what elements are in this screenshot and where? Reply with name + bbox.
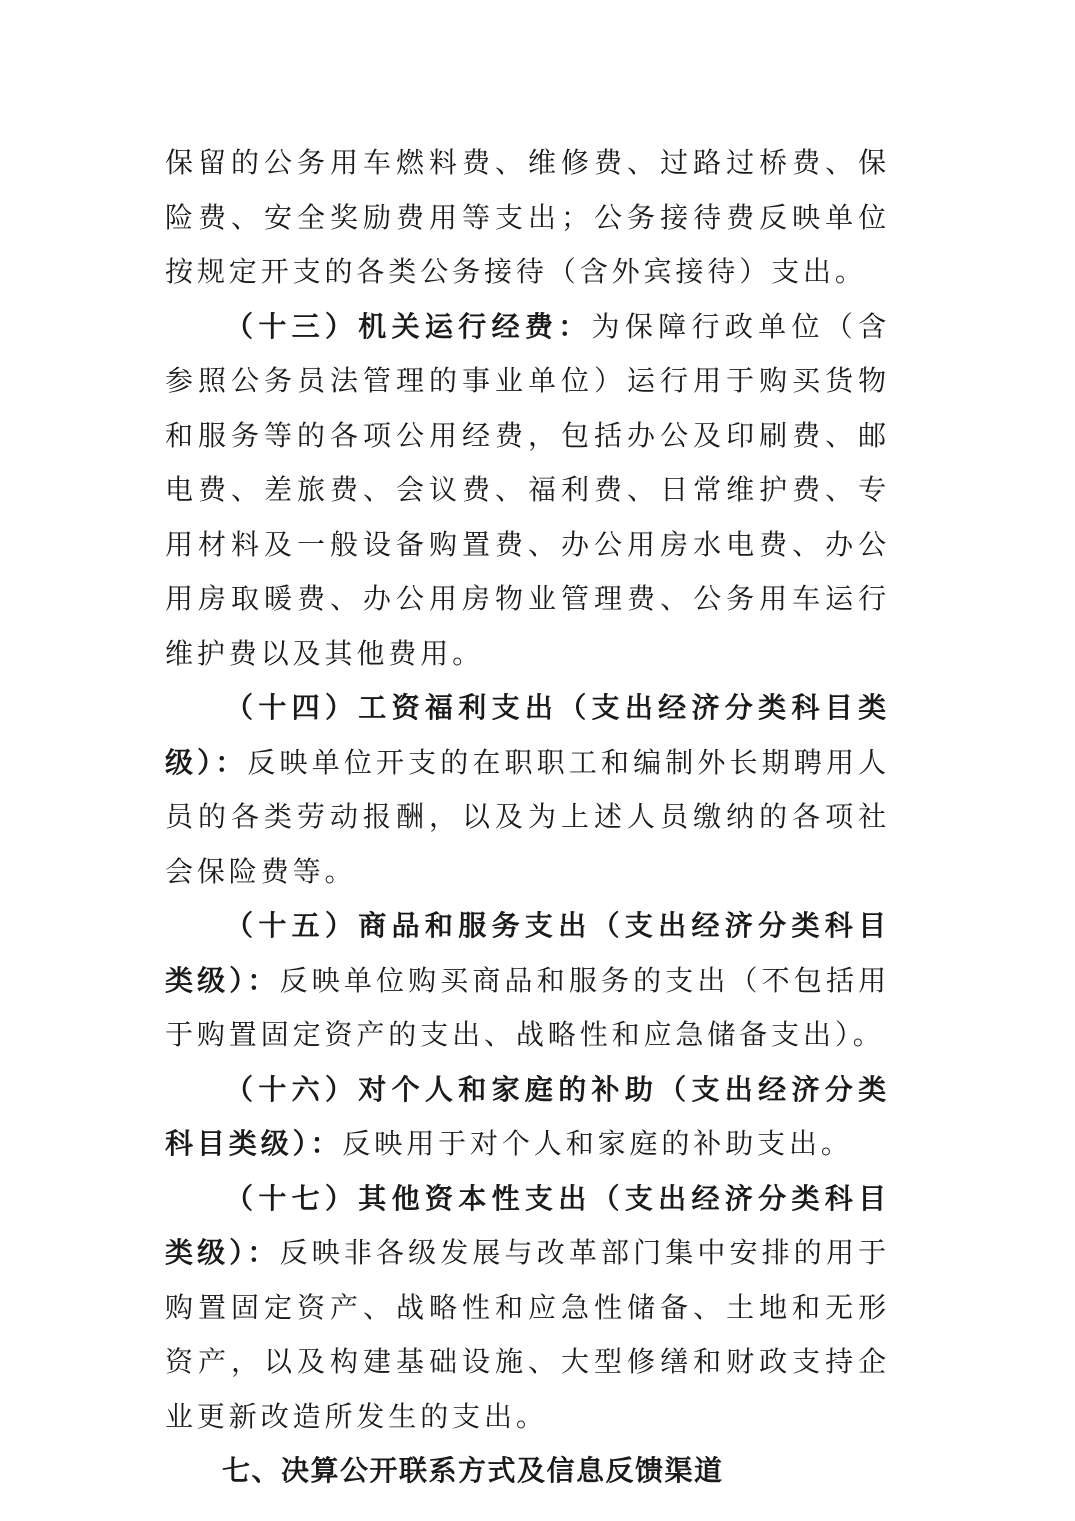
paragraph-item-17 xyxy=(165,1172,890,1445)
paragraph-item-13 xyxy=(165,300,890,682)
paragraph-item-14 xyxy=(165,681,890,899)
section-heading: 七、决算公开联系方式及信息反馈渠道 xyxy=(222,1454,724,1487)
paragraph-lead: （十三）机关运行经费： xyxy=(225,309,592,343)
paragraph-item-15 xyxy=(165,899,890,1063)
document-page xyxy=(165,136,890,1499)
paragraph-continuation xyxy=(165,136,890,300)
paragraph-lead: （十五）商品和服务支出（支出经济分类科目类级）： xyxy=(165,909,890,997)
paragraph-item-16 xyxy=(165,1063,890,1172)
paragraph-lead: （十七）其他资本性支出（支出经济分类科目类级）： xyxy=(165,1181,890,1269)
paragraph-text: 反映用于对个人和家庭的补助支出。 xyxy=(342,1127,853,1160)
paragraph-text: 保留的公务用车燃料费、维修费、过路过桥费、保险费、安全奖励费用等支出；公务接待费反映单位按规定开支的各类公务接待（含外宾接待）支出。 xyxy=(165,146,890,288)
paragraph-text: 反映单位开支的在职职工和编制外长期聘用人员的各类劳动报酬，以及为上述人员缴纳的各项社会保险费等。 xyxy=(165,745,890,888)
paragraph-lead: （十四）工资福利支出（支出经济分类科目类级）： xyxy=(165,691,890,779)
paragraph-text: 反映单位购买商品和服务的支出（不包括用于购置固定资产的支出、战略性和应急储备支出）。 xyxy=(165,963,890,1051)
paragraph-lead: （十六）对个人和家庭的补助（支出经济分类科目类级）： xyxy=(165,1072,890,1160)
paragraph-text: 反映非各级发展与改革部门集中安排的用于购置固定资产、战略性和应急性储备、土地和无形资产，以及构建基础设施、大型修缮和财政支持企业更新改造所发生的支出。 xyxy=(165,1236,890,1433)
paragraph-text: 为保障行政单位（含参照公务员法管理的事业单位）运行用于购买货物和服务等的各项公用经费，包括办公及印刷费、邮电费、差旅费、会议费、福利费、日常维护费、专用材料及一般设备购置费、办公用房水电费、办公用房取暖费、办公用房物业管理费、公务用车运行维护费以及其他费用。 xyxy=(165,309,890,670)
